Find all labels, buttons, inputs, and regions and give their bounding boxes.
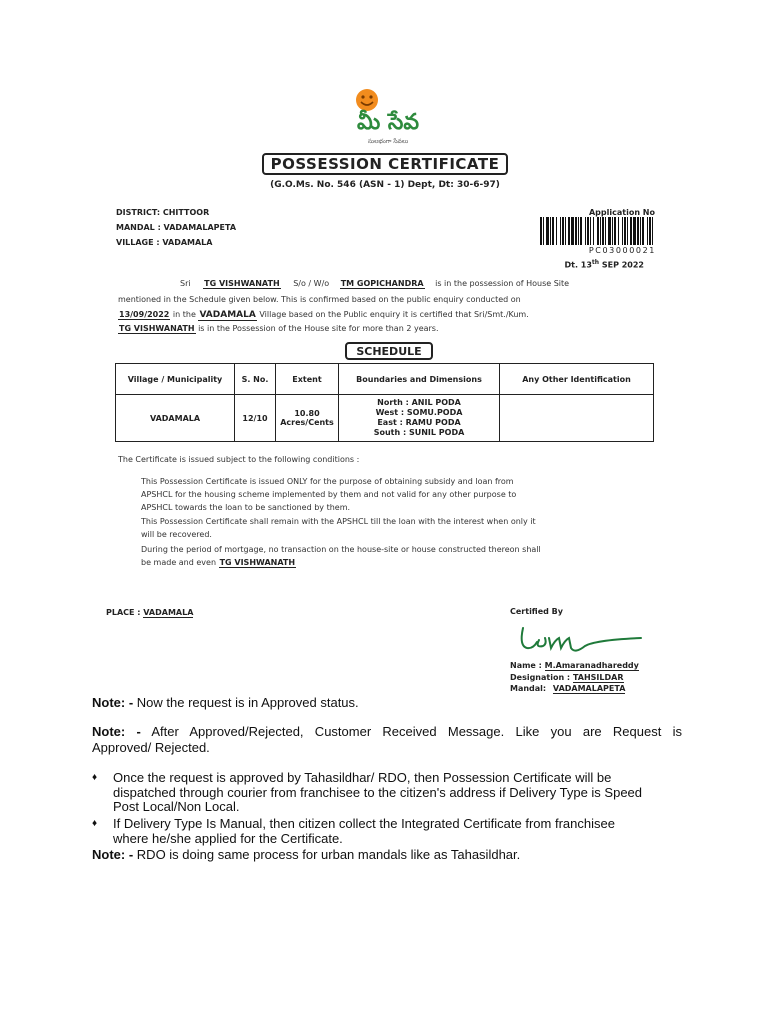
col-village: Village / Municipality <box>116 364 235 395</box>
condition-line-1: This Possession Certificate is issued ONLY for the purpose of obtaining subsidy and loan from <box>141 477 514 486</box>
note-3: Note: - RDO is doing same process for urban mandals like as Tahasildhar. <box>92 847 521 862</box>
condition-line-7: be made and even TG VISHWANATH <box>141 558 296 567</box>
designation-line: Designation : TAHSILDAR <box>510 673 624 682</box>
bullet-1: ♦ Once the request is approved by Tahasildhar/ RDO, then Possession Certificate will be dispatched through courier from franchisee to the citizen's address if Delivery Type is Speed Post Local/Non Local. <box>92 770 643 814</box>
mandal-sign-line: Mandal: VADAMALAPETA <box>510 684 626 693</box>
signature-icon <box>515 618 645 658</box>
mandal-value: VADAMALAPETA <box>552 684 626 693</box>
note-1: Note: - Now the request is in Approved status. <box>92 695 359 710</box>
holder-name-2: TG VISHWANATH <box>119 324 195 333</box>
table-row <box>116 395 654 442</box>
place-line: PLACE : VADAMALA <box>106 608 194 617</box>
condition-line-4: This Possession Certificate shall remain with the APSHCL till the loan with the interest when only it <box>141 517 536 526</box>
col-extent: Extent <box>276 364 339 395</box>
diamond-bullet-icon: ♦ <box>92 818 98 829</box>
schedule-heading: SCHEDULE <box>345 342 433 360</box>
enquiry-date: 13/09/2022 <box>119 310 170 319</box>
certified-by-label: Certified By <box>510 607 563 616</box>
mandal-line: MANDAL : VADAMALAPETA <box>116 223 237 232</box>
holder-name: TG VISHWANATH <box>204 279 280 288</box>
barcode <box>540 217 656 249</box>
col-boundaries: Boundaries and Dimensions <box>339 364 500 395</box>
col-other: Any Other Identification <box>500 364 654 395</box>
condition-line-5: will be recovered. <box>141 530 212 539</box>
condition-line-3: APSHCL towards the loan to be sanctioned by them. <box>141 503 351 512</box>
officer-name-line: Name : M.Amaranadhareddy <box>510 661 639 670</box>
para-village: VADAMALA <box>199 310 256 320</box>
condition-line-6: During the period of mortgage, no transaction on the house-site or house constructed thereon shall <box>141 545 541 554</box>
cell-extent: 10.80 Acres/Cents <box>276 395 339 442</box>
district-line: DISTRICT: CHITTOOR <box>116 208 210 217</box>
certificate-date: Dt. 13th SEP 2022 <box>564 259 644 270</box>
schedule-table <box>115 363 654 442</box>
condition-line-2: APSHCL for the housing scheme implemented by them and not valid for any other purpose to <box>141 490 517 499</box>
para-line-3: 13/09/2022 in the VADAMALA Village based on the Public enquiry it is certified that Sri/Smt./Kum. <box>119 310 529 320</box>
cell-other <box>500 395 654 442</box>
para-line-2: mentioned in the Schedule given below. This is confirmed based on the public enquiry conducted on <box>118 295 521 304</box>
signature <box>515 618 645 658</box>
barcode-icon <box>540 217 656 245</box>
cell-boundaries: North : ANIL PODA West : SOMU.PODA East : RAMU PODA South : SUNIL PODA <box>339 395 500 442</box>
village-line: VILLAGE : VADAMALA <box>116 238 213 247</box>
logo-text: మీ సేవ <box>356 110 420 135</box>
meeseva-logo <box>337 86 437 148</box>
logo-tagline: సులభంగా సేవలు <box>367 138 409 145</box>
gom-reference: (G.O.Ms. No. 546 (ASN - 1) Dept, Dt: 30-6-97) <box>270 180 500 190</box>
designation: TAHSILDAR <box>572 673 624 682</box>
officer-name: M.Amaranadhareddy <box>544 661 639 670</box>
application-no-label: Application No <box>588 208 655 217</box>
conditions-intro: The Certificate is issued subject to the following conditions : <box>118 455 360 464</box>
table-header-row <box>116 364 654 395</box>
cell-sno: 12/10 <box>235 395 276 442</box>
bullet-2: ♦ If Delivery Type Is Manual, then citizen collect the Integrated Certificate from franchisee where he/she applied for the Certificate. <box>92 816 615 846</box>
para-line-1: Sri TG VISHWANATH S/o / W/o TM GOPICHANDRA is in the possession of House Site <box>180 279 570 288</box>
barcode-number: PC03000021 <box>588 246 656 255</box>
parent-name: TM GOPICHANDRA <box>340 279 424 288</box>
place-value: VADAMALA <box>143 608 194 617</box>
diamond-bullet-icon: ♦ <box>92 772 98 783</box>
note-2: Note: - After Approved/Rejected, Customer Received Message. Like you are Request is Approved/ Rejected. <box>92 724 682 755</box>
certificate-title: POSSESSION CERTIFICATE <box>262 153 508 175</box>
para-line-4: TG VISHWANATH is in the Possession of the House site for more than 2 years. <box>119 324 439 333</box>
cell-village: VADAMALA <box>116 395 235 442</box>
conditions-holder-name: TG VISHWANATH <box>219 558 296 567</box>
col-sno: S. No. <box>235 364 276 395</box>
